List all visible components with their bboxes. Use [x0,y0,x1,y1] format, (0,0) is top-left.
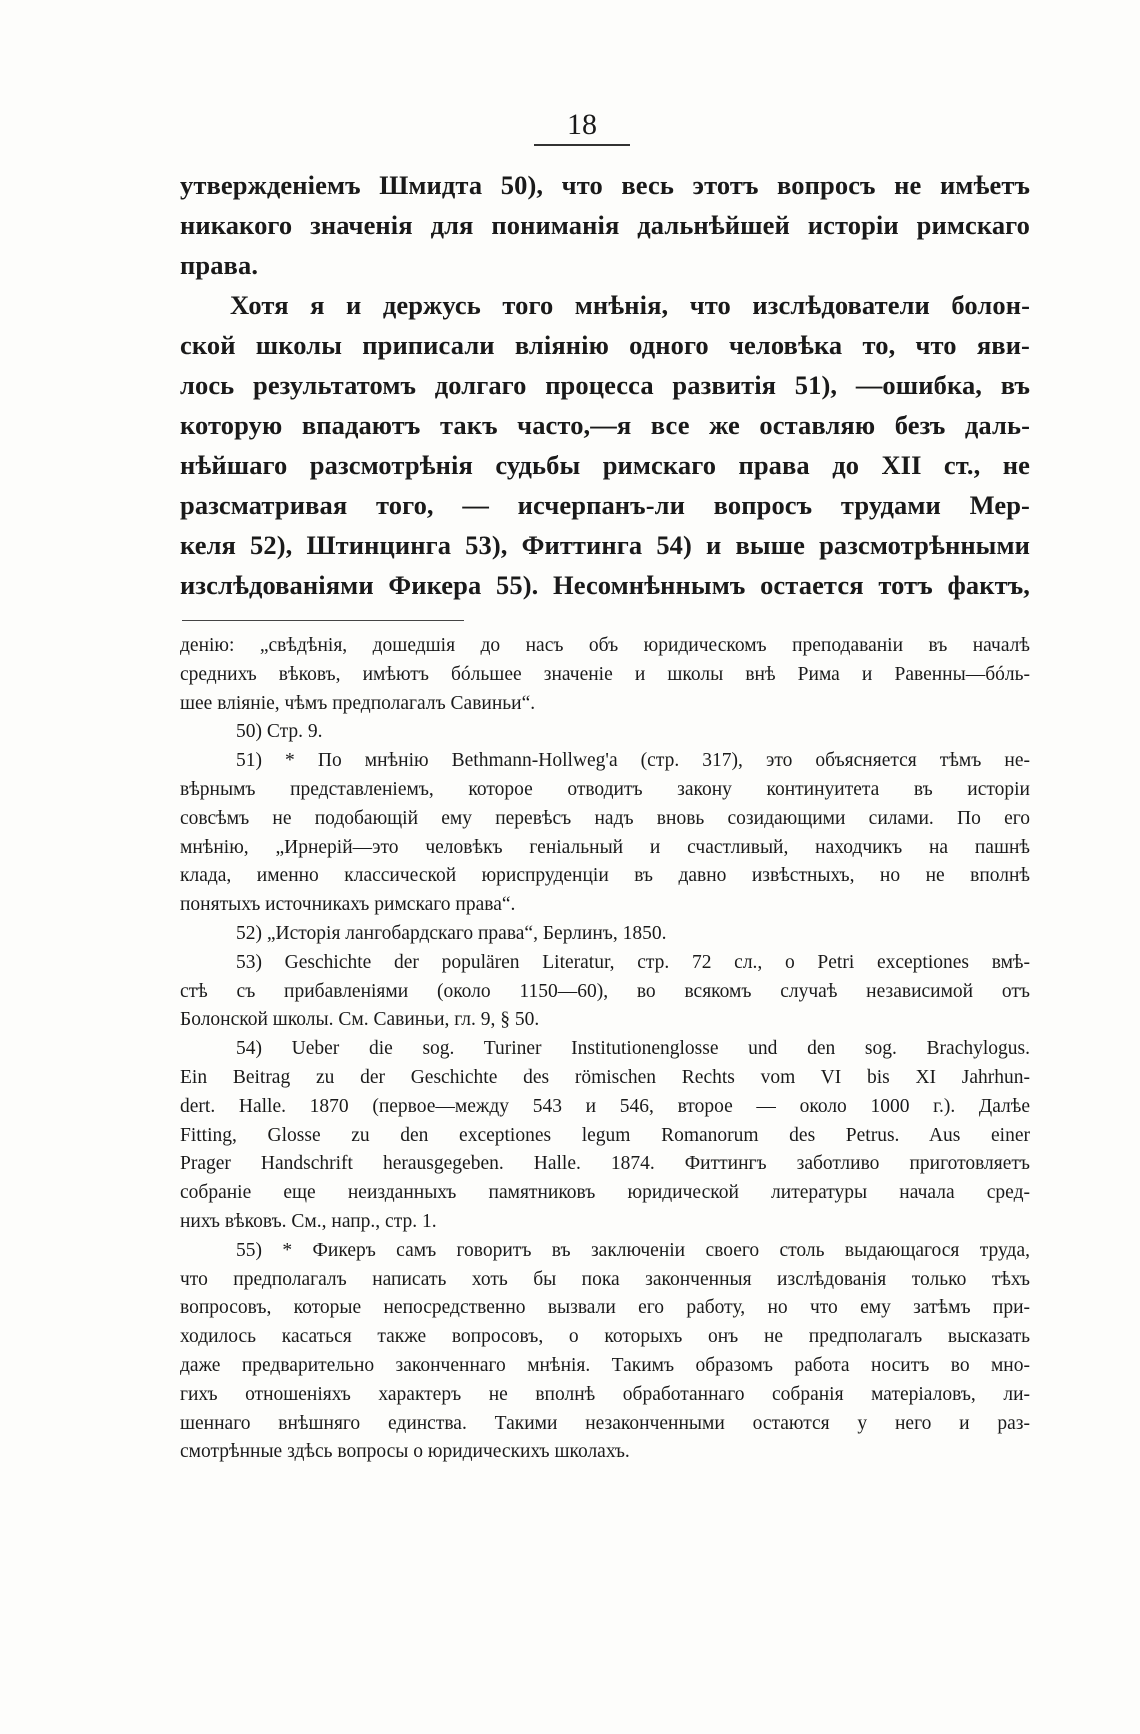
footnote-line: даже предварительно законченнаго мнѣнія. Такимъ образомъ работа носитъ во мно- [180,1354,1030,1376]
footnote-line: собраніе еще неизданныхъ памятниковъ юридической литературы начала сред- [180,1182,1030,1204]
footnote-line: Болонской школы. См. Савиньи, гл. 9, § 50. [180,1009,540,1031]
footnote-line: вѣрнымъ представленіемъ, которое отводитъ закону континуитета въ исторіи [180,778,1030,800]
footnote-line: Fitting, Glosse zu den exceptiones legum Romanorum des Petrus. Aus einer [180,1124,1030,1146]
footnote-line: смотрѣнные здѣсь вопросы о юридическихъ школахъ. [180,1441,630,1463]
footnote-line: Ein Beitrag zu der Geschichte des römischen Rechts vom VI bis XI Jahrhun- [180,1066,1030,1088]
footnote-line: денію: „свѣдѣнія, дошедшія до насъ объ юридическомъ преподаваніи въ началѣ [180,635,1030,656]
footnote-line: понятыхъ источникахъ римскаго права“. [180,894,516,916]
main-text [180,165,1030,605]
text-line: изслѣдованіями Фикера 55). Несомнѣннымъ остается тотъ фактъ, [180,570,1030,600]
footnote-line: шее вліяніе, чѣмъ предполагалъ Савиньи“. [180,692,536,714]
text-line: ской школы приписали вліянію одного человѣка то, что яви- [180,330,1030,360]
text-line: разсматривая того, — исчерпанъ-ли вопросъ трудами Мер- [180,490,1030,520]
text-line: Хотя я и держусь того мнѣнія, что изслѣдователи болон- [230,290,1030,320]
footnote-separator [182,620,464,621]
footnote-line: стѣ съ прибавленіями (около 1150—60), во всякомъ случаѣ независимой отъ [180,980,1030,1002]
text-line: лось результатомъ долгаго процесса развитія 51), —ошибка, въ [180,370,1030,400]
page-number-rule [534,144,630,146]
footnote-line: dert. Halle. 1870 (первое—между 543 и 546, второе — около 1000 г.). Далѣе [180,1095,1030,1117]
text-line: никакого значенія для пониманія дальнѣйшей исторіи римскаго [180,210,1030,240]
footnote-line: вопросовъ, которые непосредственно вызвали его работу, но что ему затѣмъ при- [180,1297,1030,1319]
footnotes [180,632,1030,1467]
text-line: права. [180,250,259,280]
page-number: 18 [567,108,597,141]
footnote-line: 54) Ueber die sog. Turiner Institutionenglosse und den sog. Brachylogus. [236,1038,1030,1060]
footnote-line: 55) * Фикеръ самъ говоритъ въ заключеніи своего столь выдающагося труда, [236,1239,1030,1261]
footnote-line: мнѣнію, „Ирнерій—это человѣкъ геніальный и счастливый, находчикъ на пашнѣ [180,836,1030,858]
footnote-line: 51) * По мнѣнію Bethmann-Hollweg'a (стр. 317), это объясняется тѣмъ не- [236,750,1030,772]
footnote-line: что предполагалъ написать хоть бы пока законченныя изслѣдованія только тѣхъ [180,1268,1030,1290]
footnote-line: совсѣмъ не подобающій ему перевѣсъ надъ вновь созидающими силами. По его [180,807,1030,829]
footnote-line: Prager Handschrift herausgegeben. Halle. 1874. Фиттингъ заботливо приготовляетъ [180,1153,1030,1175]
footnote-line: ходилось касаться также вопросовъ, о которыхъ онъ не предполагалъ высказать [180,1326,1030,1348]
footnote-line: клада, именно классической юриспруденціи въ давно извѣстныхъ, но не вполнѣ [180,865,1030,887]
footnote-line: среднихъ вѣковъ, имѣютъ бóльшее значеніе и школы внѣ Рима и Равенны—бóль- [180,663,1030,685]
footnote-line: 52) „Исторія лангобардскаго права“, Берлинъ, 1850. [236,922,667,944]
text-line: келя 52), Штинцинга 53), Фиттинга 54) и выше разсмотрѣнными [180,530,1030,560]
footnote-line: 53) Geschichte der populären Literatur, стр. 72 сл., о Petri exceptiones вмѣ- [236,951,1030,973]
text-line: нѣйшаго разсмотрѣнія судьбы римскаго права до XII ст., не [180,450,1030,480]
footnote-line: 50) Стр. 9. [236,721,323,743]
footnote-line: шеннаго внѣшняго единства. Такими незаконченными остаются у него и раз- [180,1412,1030,1434]
footnote-line: нихъ вѣковъ. См., напр., стр. 1. [180,1210,437,1232]
footnote-line: гихъ отношеніяхъ характеръ не вполнѣ обработаннаго собранія матеріаловъ, ли- [180,1383,1030,1405]
text-line: утвержденіемъ Шмидта 50), что весь этотъ вопросъ не имѣетъ [180,170,1030,200]
text-line: которую впадаютъ такъ часто,—я все же оставляю безъ даль- [180,410,1030,440]
